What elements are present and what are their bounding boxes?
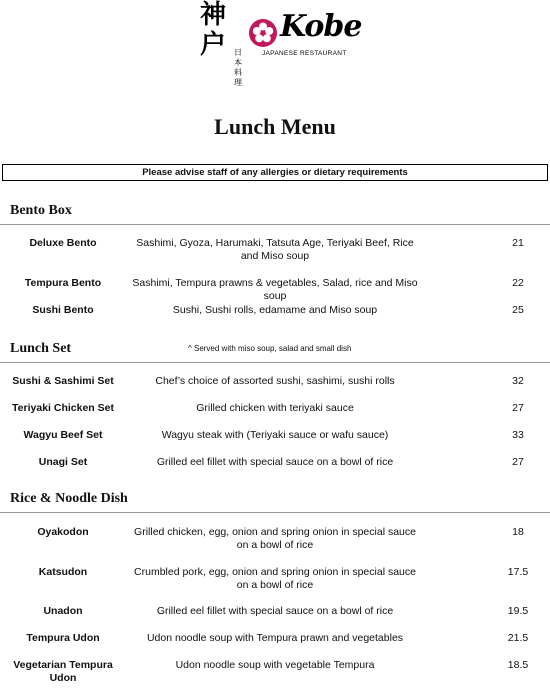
item-description: Grilled eel fillet with special sauce on a bowl of rice	[156, 456, 394, 468]
item-price: 22	[512, 277, 524, 289]
item-description: Wagyu steak with (Teriyaki sauce or wafu sauce)	[161, 429, 389, 441]
item-price: 32	[512, 375, 524, 387]
item-price: 18.5	[507, 659, 529, 671]
item-price: 27	[512, 402, 524, 414]
brand-subtitle: JAPANESE RESTAURANT	[262, 50, 347, 57]
item-name: Unagi Set	[38, 456, 88, 468]
item-price: 17.5	[507, 566, 529, 578]
section-divider	[0, 362, 550, 363]
brand-name: Kobe	[280, 9, 362, 44]
plum-blossom-icon	[248, 18, 278, 48]
item-price: 27	[512, 456, 524, 468]
item-price: 25	[512, 304, 524, 316]
item-price: 21.5	[507, 632, 529, 644]
item-price: 33	[512, 429, 524, 441]
item-description: Udon noodle soup with Tempura prawn and vegetables	[146, 632, 404, 644]
item-name: Katsudon	[38, 566, 88, 578]
item-description: Grilled eel fillet with special sauce on a bowl of rice	[156, 605, 394, 617]
item-price: 18	[512, 526, 524, 538]
item-name: Teriyaki Chicken Set	[12, 402, 114, 414]
section-heading-lunch-set: Lunch Set	[10, 341, 72, 356]
item-price: 19.5	[507, 605, 529, 617]
item-description: Grilled chicken with teriyaki sauce	[196, 402, 354, 414]
section-divider	[0, 512, 550, 513]
logo-kanji-subtitle: 日本料理	[234, 48, 242, 87]
section-heading-bento-box: Bento Box	[10, 203, 72, 218]
item-name: Oyakodon	[37, 526, 89, 538]
item-description: Crumbled pork, egg, onion and spring onion in special sauce on a bowl of rice	[134, 566, 416, 591]
section-note: ^ Served with miso soup, salad and small dish	[188, 344, 352, 353]
item-name: Wagyu Beef Set	[23, 429, 103, 441]
item-name: Deluxe Bento	[29, 237, 97, 249]
section-heading-rice-noodle: Rice & Noodle Dish	[10, 491, 128, 506]
item-description: Udon noodle soup with vegetable Tempura	[175, 659, 375, 671]
item-description: Grilled chicken, egg, onion and spring onion in special sauce on a bowl of rice	[134, 526, 416, 551]
item-description: Chef’s choice of assorted sushi, sashimi, sushi rolls	[155, 375, 395, 387]
item-description: Sashimi, Gyoza, Harumaki, Tatsuta Age, Teriyaki Beef, Rice and Miso soup	[136, 237, 414, 262]
menu-title: Lunch Menu	[214, 114, 336, 139]
item-name: Sushi & Sashimi Set	[12, 375, 114, 387]
item-price: 21	[512, 237, 524, 249]
restaurant-logo	[200, 0, 362, 100]
item-name: Unadon	[43, 605, 83, 617]
item-description: Sushi, Sushi rolls, edamame and Miso soup	[172, 304, 378, 316]
allergy-notice: Please advise staff of any allergies or dietary requirements	[2, 164, 548, 181]
logo-kanji: 神户	[200, 0, 227, 60]
item-name: Sushi Bento	[32, 304, 94, 316]
section-divider	[0, 224, 550, 225]
item-name: Tempura Bento	[24, 277, 102, 289]
item-name: Tempura Udon	[26, 632, 100, 644]
item-description: Sashimi, Tempura prawns & vegetables, Salad, rice and Miso soup	[132, 277, 418, 302]
item-name: Vegetarian Tempura Udon	[13, 659, 113, 684]
